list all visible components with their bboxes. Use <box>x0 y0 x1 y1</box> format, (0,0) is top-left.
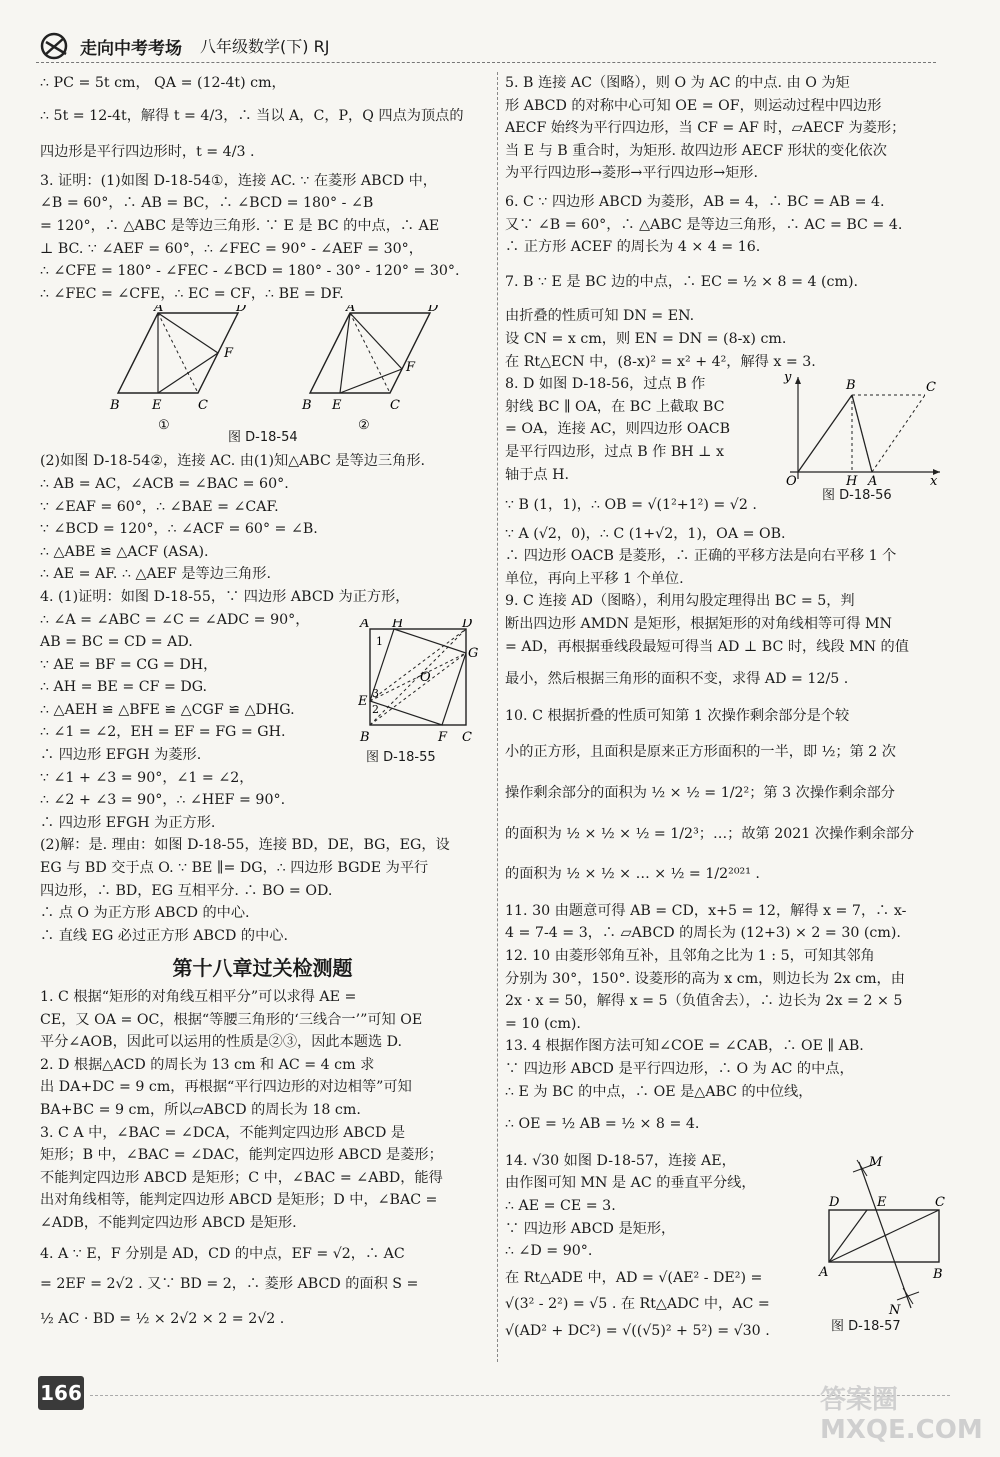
text-line: BA+BC = 9 cm，所以▱ABCD 的周长为 18 cm. <box>40 1101 361 1118</box>
svg-text:D: D <box>829 1194 840 1210</box>
svg-text:C: C <box>926 380 936 396</box>
text-line: 2x · x = 50，解得 x = 5（负值舍去），∴ 边长为 2x = 2 × 5 <box>505 993 903 1010</box>
text-line: 最小，然后根据三角形的面积不变，求得 AD = 12/5 . <box>505 671 849 688</box>
text-line: 单位，再向上平移 1 个单位. <box>505 570 684 587</box>
text-line: ∴ AB = AC，∠ACB = ∠BAC = 60°. <box>40 475 289 492</box>
square-diagram <box>358 619 483 749</box>
text-line: ∵ 四边形 ABCD 是矩形， <box>505 1220 676 1237</box>
text-line: 4 = 7-4 = 3，∴ ▱ABCD 的周长为 (12+3) × 2 = 30 (cm). <box>505 925 901 942</box>
svg-text:A: A <box>154 305 164 316</box>
text-line: ∴ AE = AF. ∴ △AEF 是等边三角形. <box>40 566 271 583</box>
text-line: 射线 BC ∥ OA，在 BC 上截取 BC <box>505 398 725 415</box>
text-line: 3. C A 中，∠BAC = ∠DCA，不能判定四边形 ABCD 是 <box>40 1124 406 1141</box>
svg-text:E: E <box>877 1194 887 1210</box>
svg-text:B: B <box>846 378 856 394</box>
text-line: 2. D 根据△ACD 的周长为 13 cm 和 AC = 4 cm 求 <box>40 1056 375 1073</box>
text-line: √(3² - 2²) = √5 . 在 Rt△ADC 中，AC = <box>505 1296 770 1313</box>
text-line: 当 E 与 B 重合时，为矩形. 故四边形 AECF 形状的变化依次 <box>505 142 887 159</box>
text-line: 在 Rt△ADE 中，AD = √(AE² - DE²) = <box>505 1269 763 1286</box>
problem-4-block <box>40 609 485 835</box>
svg-text:D: D <box>462 618 473 631</box>
text-line: 形 ABCD 的对称中心可知 OE = OF，则运动过程中四边形 <box>505 97 882 114</box>
text-line: (2)如图 D-18-54②，连接 AC. 由(1)知△ABC 是等边三角形. <box>40 453 426 470</box>
text-line: ∴ AE = CE = 3. <box>505 1197 616 1214</box>
figure-caption: 图 D-18-57 <box>831 1318 901 1334</box>
header-divider <box>36 62 936 63</box>
text-line: ∴ OE = ½ AB = ½ × 8 = 4. <box>505 1116 700 1133</box>
text-line: ∠B = 60°，∴ AB = BC，∴ ∠BCD = 180° - ∠B <box>40 195 374 212</box>
figure-d-18-55 <box>358 619 483 769</box>
text-line: 出 DA+DC = 9 cm，再根据“平行四边形的对边相等”可知 <box>40 1079 412 1096</box>
text-line: ∵ A (√2，0)，∴ C (1+√2，1)，OA = OB. <box>505 525 786 542</box>
subfig-1-label: ① <box>158 418 170 431</box>
text-line: 四边形，∴ BD，EG 互相平分. ∴ BO = OD. <box>40 882 333 899</box>
text-line: ∴ △AEH ≌ △BFE ≌ △CGF ≌ △DHG. <box>40 701 295 718</box>
svg-text:B: B <box>360 729 370 745</box>
text-line: ½ AC · BD = ½ × 2√2 × 2 = 2√2 . <box>40 1310 285 1327</box>
text-line: 轴于点 H. <box>505 466 569 483</box>
text-line: 分别为 30°，150°. 设菱形的高为 x cm，则边长为 2x cm，由 <box>505 970 905 987</box>
text-line: 11. 30 由题意可得 AB = CD，x+5 = 12，解得 x = 7，∴ x- <box>505 902 907 919</box>
svg-text:D: D <box>236 305 247 316</box>
text-line: ∴ PC = 5t cm， QA = (12-4t) cm， <box>40 75 286 91</box>
left-column <box>40 72 485 1330</box>
svg-text:C: C <box>935 1194 945 1210</box>
text-line: ∴ 四边形 EFGH 为菱形. <box>40 747 202 764</box>
text-line: 四边形是平行四边形时，t = 4/3 . <box>40 144 255 161</box>
svg-text:A: A <box>346 305 356 316</box>
text-line: 断出四边形 AMDN 是矩形，根据矩形的对角线相等可得 MN <box>505 616 892 633</box>
text-line: 由折叠的性质可知 DN = EN. <box>505 308 695 325</box>
text-line: ∴ ∠CFE = 180° - ∠FEC - ∠BCD = 180° - 30° - 120° = 30°. <box>40 263 460 280</box>
text-line: ∵ AE = BF = CG = DH， <box>40 656 218 673</box>
watermark: 答案圈 MXQE.COM <box>820 1385 983 1445</box>
svg-text:H: H <box>392 618 404 631</box>
text-line: 1. C 根据“矩形的对角线互相平分”可以求得 AE = <box>40 989 357 1005</box>
figure-d-18-57 <box>813 1150 953 1340</box>
text-line: √(AD² + DC²) = √((√5)² + 5²) = √30 . <box>505 1322 770 1339</box>
svg-text:F: F <box>406 360 416 376</box>
svg-text:x: x <box>930 474 938 486</box>
svg-text:F: F <box>438 729 448 745</box>
text-line: = OA，连接 AC，则四边形 OACB <box>505 421 731 438</box>
page-number: 166 <box>38 1376 84 1410</box>
svg-text:O: O <box>420 669 431 685</box>
text-line: ∴ 点 O 为正方形 ABCD 的中心. <box>40 905 250 922</box>
text-line: 5. B 连接 AC（图略），则 O 为 AC 的中点. 由 O 为矩 <box>505 75 850 91</box>
svg-text:G: G <box>468 645 479 661</box>
text-line: CE，又 OA = OC，根据“等腰三角形的‘三线合一’”可知 OE <box>40 1011 423 1028</box>
text-line: ∴ ∠D = 90°. <box>505 1243 593 1260</box>
text-line: AB = BC = CD = AD. <box>40 634 193 651</box>
svg-text:y: y <box>784 370 792 386</box>
svg-text:C: C <box>462 729 472 745</box>
text-line: 为平行四边形→菱形→平行四边形→矩形. <box>505 165 758 182</box>
svg-text:3: 3 <box>372 686 379 700</box>
figure-d-18-56 <box>780 367 955 507</box>
svg-text:E: E <box>332 398 342 414</box>
text-line: 7. B ∵ E 是 BC 边的中点，∴ EC = ½ × 8 = 4 (cm). <box>505 273 858 290</box>
text-line: 4. A ∵ E，F 分别是 AD，CD 的中点，EF = √2，∴ AC <box>40 1245 405 1262</box>
problem-8-block <box>505 370 953 517</box>
text-line: 是平行四边形，过点 B 作 BH ⊥ x <box>505 443 724 460</box>
text-line: 出对角线相等，能判定四边形 ABCD 是矩形；D 中，∠BAC = <box>40 1192 438 1209</box>
problem-14-block <box>505 1150 953 1343</box>
text-line: 14. √30 如图 D-18-57，连接 AE， <box>505 1152 736 1169</box>
subfig-2-label: ② <box>358 418 370 431</box>
text-line: ∵ ∠1 + ∠3 = 90°，∠1 = ∠2， <box>40 769 254 786</box>
text-line: ∠ADB，不能判定四边形 ABCD 是矩形. <box>40 1214 297 1231</box>
svg-text:F: F <box>224 346 234 362</box>
text-line: 12. 10 由菱形邻角互补，且邻角之比为 1 : 5，可知其邻角 <box>505 948 875 964</box>
text-line: ∴ E 为 BC 的中点，∴ OE 是△ABC 的中位线， <box>505 1083 813 1100</box>
text-line: 操作剩余部分的面积为 ½ × ½ = 1/2²；第 3 次操作剩余部分 <box>505 785 895 802</box>
text-line: 9. C 连接 AD（图略），利用勾股定理得出 BC = 5，判 <box>505 593 855 610</box>
column-divider <box>497 72 498 1362</box>
text-line: 由作图可知 MN 是 AC 的垂直平分线， <box>505 1175 756 1192</box>
text-line: = 10 (cm). <box>505 1015 581 1032</box>
svg-text:D: D <box>428 305 439 316</box>
svg-text:A: A <box>819 1264 829 1280</box>
text-line: ∵ ∠EAF = 60°，∴ ∠BAE = ∠CAF. <box>40 498 279 515</box>
figure-caption: 图 D-18-56 <box>822 488 892 504</box>
logo-icon <box>40 32 74 60</box>
text-line: 平分∠AOB，因此可以运用的性质是②③，因此本题选 D. <box>40 1034 403 1051</box>
text-line: ∴ 四边形 EFGH 为正方形. <box>40 814 216 831</box>
coordinate-diagram <box>780 367 955 485</box>
text-line: ∴ △ABE ≌ △ACF (ASA). <box>40 543 209 560</box>
text-line: ∴ 正方形 ACEF 的周长为 4 × 4 = 16. <box>505 239 761 256</box>
svg-text:C: C <box>198 398 208 414</box>
svg-text:N: N <box>889 1302 901 1315</box>
text-line: = AD，再根据垂线段最短可得当 AD ⊥ BC 时，线段 MN 的值 <box>505 638 909 655</box>
text-line: 在 Rt△ECN 中，(8-x)² = x² + 4²，解得 x = 3. <box>505 353 816 370</box>
svg-text:C: C <box>390 398 400 414</box>
svg-text:A: A <box>360 618 370 631</box>
text-line: AECF 始终为平行四边形，当 CF = AF 时，▱AECF 为菱形； <box>505 120 906 137</box>
rhombus-diagrams <box>40 305 480 430</box>
brand-title: 走向中考考场 <box>80 39 182 59</box>
svg-text:M: M <box>869 1154 883 1170</box>
figure-caption: 图 D-18-54 <box>228 430 298 446</box>
svg-text:E: E <box>152 398 162 414</box>
text-line: 矩形；B 中，∠BAC = ∠DAC，能判定四边形 ABCD 是菱形； <box>40 1147 443 1164</box>
text-line: 又∵ ∠B = 60°，∴ △ABC 是等边三角形，∴ AC = BC = 4. <box>505 216 903 233</box>
text-line: ∴ ∠2 + ∠3 = 90°，∴ ∠HEF = 90°. <box>40 792 286 809</box>
text-line: 的面积为 ½ × ½ × ½ = 1/2³；…；故第 2021 次操作剩余部分 <box>505 825 915 842</box>
text-line: EG 与 BD 交于点 O. ∵ BE ∥= DG，∴ 四边形 BGDE 为平行 <box>40 860 429 877</box>
svg-text:B: B <box>933 1266 943 1282</box>
text-line: 设 CN = x cm，则 EN = DN = (8-x) cm. <box>505 330 787 347</box>
svg-text:2: 2 <box>372 702 379 716</box>
text-line: ∴ ∠1 = ∠2，EH = EF = FG = GH. <box>40 724 286 741</box>
text-line: ∴ 直线 EG 必过正方形 ABCD 的中心. <box>40 927 288 944</box>
text-line: (2)解：是. 理由：如图 D-18-55，连接 BD，DE，BG，EG，设 <box>40 837 450 854</box>
text-line: 小的正方形，且面积是原来正方形面积的一半，即 ½；第 2 次 <box>505 744 896 761</box>
text-line: ∴ 四边形 OACB 是菱形，∴ 正确的平移方法是向右平移 1 个 <box>505 548 897 565</box>
text-line: = 2EF = 2√2 . 又∵ BD = 2，∴ 菱形 ABCD 的面积 S = <box>40 1276 419 1293</box>
text-line: 3. 证明：(1)如图 D-18-54①，连接 AC. ∵ 在菱形 ABCD 中， <box>40 172 437 189</box>
text-line: 13. 4 根据作图方法可知∠COE = ∠CAB，∴ OE ∥ AB. <box>505 1038 864 1055</box>
text-line: ∵ B (1，1)，∴ OB = √(1²+1²) = √2 . <box>505 497 757 514</box>
chapter-title: 第十八章过关检测题 <box>172 956 353 981</box>
text-line: = 120°，∴ △ABC 是等边三角形. ∵ E 是 BC 的中点，∴ AE <box>40 217 440 234</box>
svg-text:B: B <box>110 398 120 414</box>
text-line: 的面积为 ½ × ½ × … × ½ = 1/2²⁰²¹ . <box>505 866 760 883</box>
text-line: ∴ 5t = 12-4t，解得 t = 4/3，∴ 当以 A，C，P，Q 四点为顶点的 <box>40 107 464 124</box>
subject-title: 八年级数学(下) RJ <box>200 37 330 56</box>
text-line: ∴ ∠A = ∠ABC = ∠C = ∠ADC = 90°， <box>40 611 310 628</box>
text-line: ⊥ BC. ∵ ∠AEF = 60°，∴ ∠FEC = 90° - ∠AEF = 30°， <box>40 240 423 257</box>
svg-text:A: A <box>868 474 878 486</box>
text-line: ∴ ∠FEC = ∠CFE，∴ EC = CF，∴ BE = DF. <box>40 285 344 302</box>
right-column <box>505 72 953 1343</box>
figure-caption: 图 D-18-55 <box>366 749 436 765</box>
text-line: 10. C 根据折叠的性质可知第 1 次操作剩余部分是个较 <box>505 707 850 724</box>
rectangle-perpendicular-bisector-diagram <box>813 1150 953 1315</box>
text-line: ∴ AH = BE = CF = DG. <box>40 679 208 696</box>
svg-text:O: O <box>786 474 797 486</box>
figure-d-18-54 <box>40 305 485 450</box>
text-line: ∵ ∠BCD = 120°，∴ ∠ACF = 60° = ∠B. <box>40 521 318 538</box>
svg-text:1: 1 <box>376 634 383 648</box>
text-line: 不能判定四边形 ABCD 是矩形；C 中，∠BAC = ∠ABD，能得 <box>40 1169 443 1186</box>
text-line: ∵ 四边形 ABCD 是平行四边形，∴ O 为 AC 的中点， <box>505 1060 854 1077</box>
text-line: 8. D 如图 D-18-56，过点 B 作 <box>505 376 706 393</box>
svg-text:E: E <box>358 693 368 709</box>
svg-text:H: H <box>846 474 858 486</box>
text-line: 6. C ∵ 四边形 ABCD 为菱形，AB = 4，∴ BC = AB = 4. <box>505 193 885 210</box>
svg-text:B: B <box>302 398 312 414</box>
text-line: 4. (1)证明：如图 D-18-55，∵ 四边形 ABCD 为正方形， <box>40 588 410 605</box>
